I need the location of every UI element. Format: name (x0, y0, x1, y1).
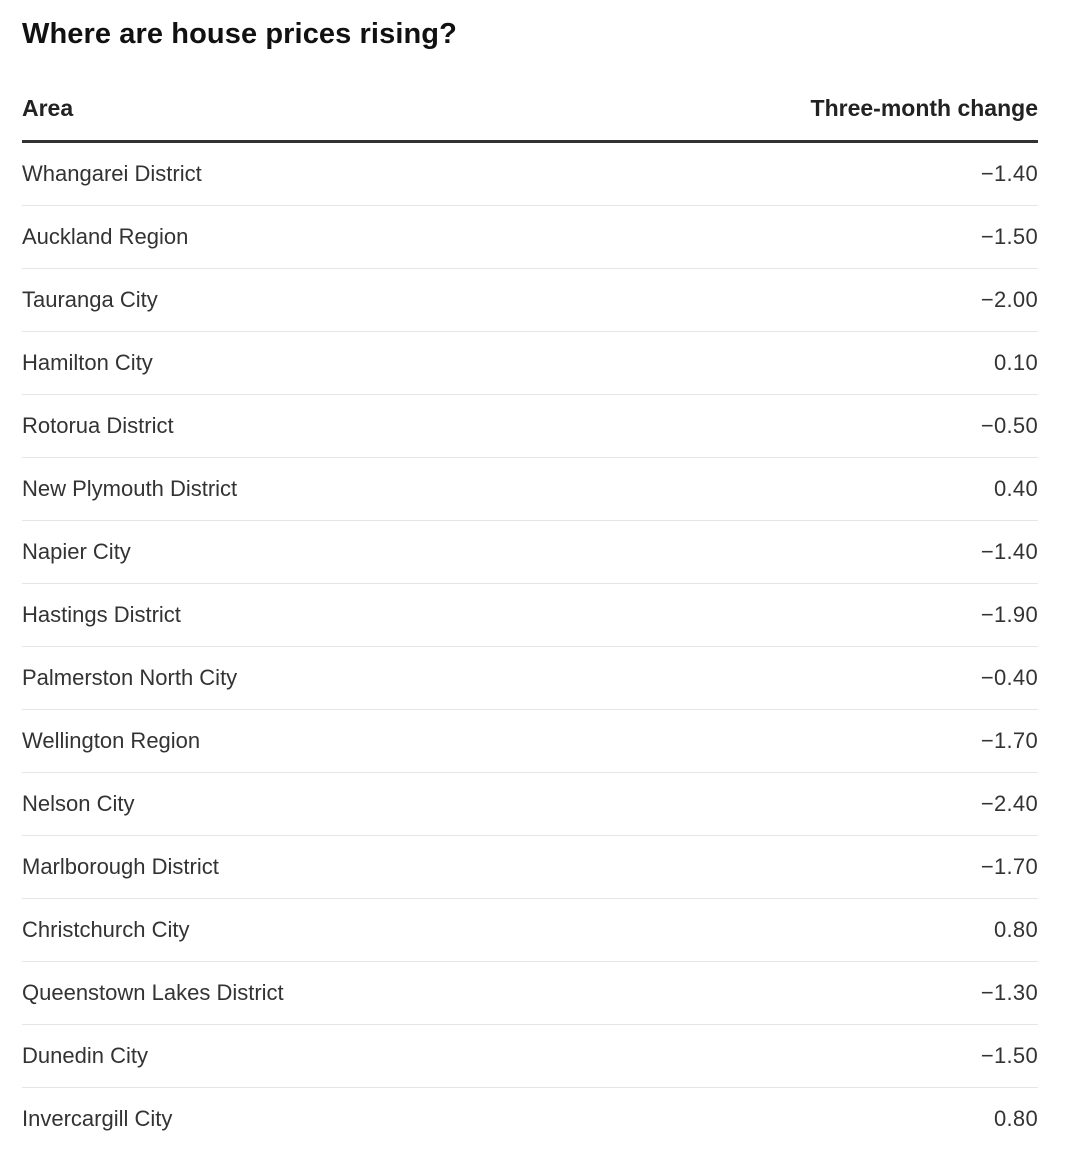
table-row (22, 836, 1038, 899)
change-cell: −1.40 (530, 142, 1038, 206)
change-cell: −0.40 (530, 647, 1038, 710)
change-cell: −1.50 (530, 1025, 1038, 1088)
change-cell: −1.30 (530, 962, 1038, 1025)
table-row (22, 1088, 1038, 1151)
area-cell: Hastings District (22, 584, 530, 647)
area-cell: Wellington Region (22, 710, 530, 773)
change-cell: 0.40 (530, 458, 1038, 521)
column-header-area: Area (22, 66, 530, 142)
change-cell: −1.70 (530, 710, 1038, 773)
table-row (22, 458, 1038, 521)
table-row (22, 962, 1038, 1025)
table-row (22, 773, 1038, 836)
change-cell: −1.90 (530, 584, 1038, 647)
table-row (22, 584, 1038, 647)
table-row (22, 395, 1038, 458)
table-title: Where are house prices rising? (22, 18, 457, 50)
table-row (22, 710, 1038, 773)
table-row (22, 142, 1038, 206)
change-cell: −1.50 (530, 206, 1038, 269)
area-cell: Auckland Region (22, 206, 530, 269)
table-row (22, 1025, 1038, 1088)
change-cell: −2.00 (530, 269, 1038, 332)
table-row (22, 206, 1038, 269)
change-cell: −1.70 (530, 836, 1038, 899)
change-cell: 0.80 (993, 1106, 1038, 1131)
area-cell: Rotorua District (22, 395, 530, 458)
change-cell: 0.80 (530, 899, 1038, 962)
area-cell: Whangarei District (22, 142, 530, 206)
table-row (22, 332, 1038, 395)
table-header (22, 66, 1038, 142)
data-table (22, 66, 1038, 1150)
area-cell: Marlborough District (22, 836, 530, 899)
table-row (22, 269, 1038, 332)
area-cell: Hamilton City (22, 332, 530, 395)
change-cell: −0.50 (530, 395, 1038, 458)
area-cell: Invercargill City (22, 1106, 173, 1131)
area-cell: Christchurch City (22, 899, 530, 962)
area-cell: Tauranga City (22, 269, 530, 332)
change-cell: −2.40 (530, 773, 1038, 836)
table-row (22, 647, 1038, 710)
area-cell: Palmerston North City (22, 647, 530, 710)
area-cell: Nelson City (22, 773, 530, 836)
header-row (22, 66, 1038, 142)
area-cell: Napier City (22, 521, 530, 584)
table-body (22, 142, 1038, 1151)
column-header-change: Three-month change (530, 66, 1038, 142)
area-cell: New Plymouth District (22, 458, 530, 521)
change-cell: 0.10 (530, 332, 1038, 395)
change-cell: −1.40 (530, 521, 1038, 584)
area-cell: Dunedin City (22, 1025, 530, 1088)
table-row (22, 521, 1038, 584)
table-row (22, 899, 1038, 962)
area-cell: Queenstown Lakes District (22, 962, 530, 1025)
